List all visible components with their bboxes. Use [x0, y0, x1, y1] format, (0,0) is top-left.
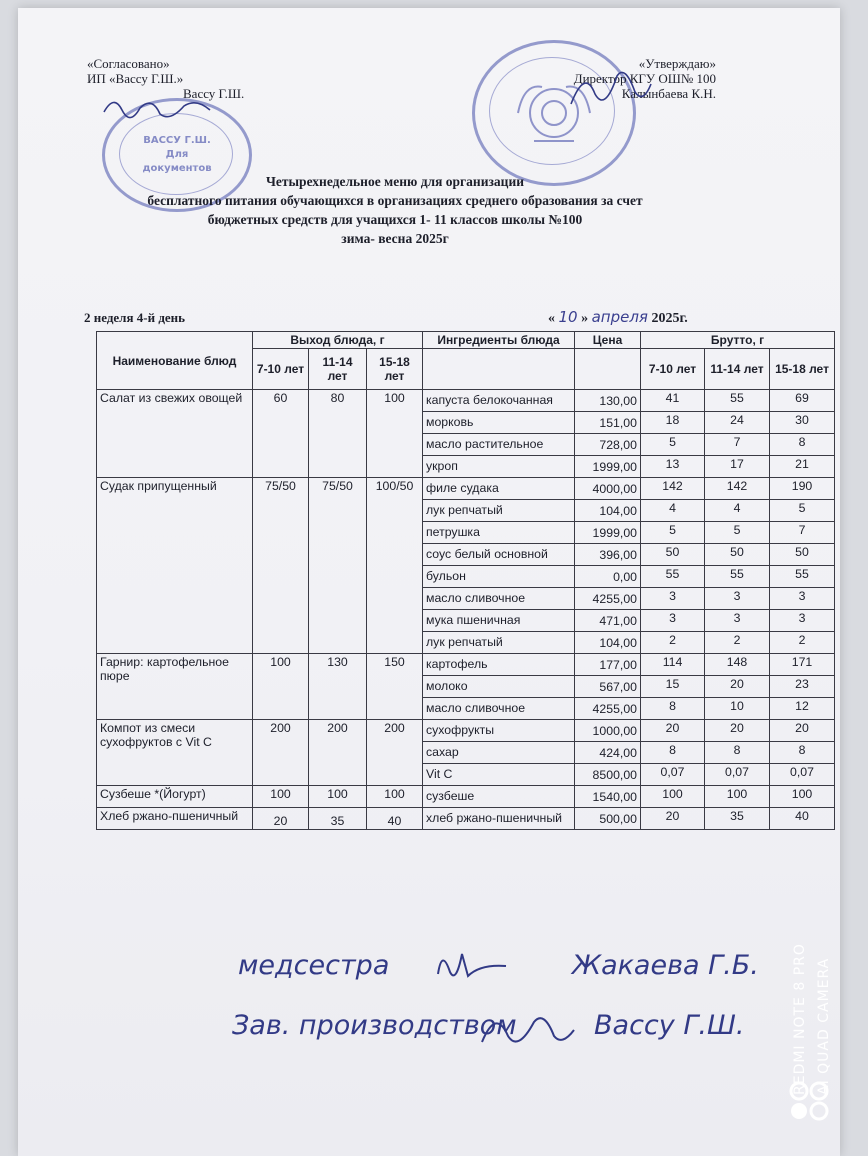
dish-output-age1: 100 — [253, 786, 309, 808]
ingredient-price: 4255,00 — [575, 588, 641, 610]
brutto-age3: 55 — [770, 566, 835, 588]
header-output: Выход блюда, г — [253, 332, 423, 349]
brutto-age3: 8 — [770, 434, 835, 456]
ingredient-price: 130,00 — [575, 390, 641, 412]
brutto-age3: 23 — [770, 676, 835, 698]
brutto-age2: 24 — [705, 412, 770, 434]
ingredient-name: филе судака — [423, 478, 575, 500]
ingredient-name: лук репчатый — [423, 632, 575, 654]
brutto-age2: 3 — [705, 610, 770, 632]
ingredient-price: 500,00 — [575, 808, 641, 830]
table-row — [97, 720, 835, 742]
ingredient-name: бульон — [423, 566, 575, 588]
brutto-age3: 171 — [770, 654, 835, 676]
camera-logo-icon — [788, 1080, 832, 1124]
ingredient-name: молоко — [423, 676, 575, 698]
header-left-line3: Вассу Г.Ш. — [183, 86, 245, 101]
ingredient-name: соус белый основной — [423, 544, 575, 566]
table-row — [97, 390, 835, 412]
brutto-age1: 15 — [641, 676, 705, 698]
header-right-line2: Директор КГУ ОШ№ 100 — [573, 71, 716, 86]
ingredient-name: Vit C — [423, 764, 575, 786]
ingredient-price: 396,00 — [575, 544, 641, 566]
header-dish-name: Наименование блюд — [97, 332, 253, 390]
brutto-age3: 40 — [770, 808, 835, 830]
brutto-age2: 4 — [705, 500, 770, 522]
brutto-age2: 5 — [705, 522, 770, 544]
dish-name: Гарнир: картофельное пюре — [97, 654, 253, 720]
brutto-age3: 50 — [770, 544, 835, 566]
brutto-age1: 4 — [641, 500, 705, 522]
brutto-age3: 3 — [770, 610, 835, 632]
title-line3: бюджетных средств для учащихся 1- 11 классов школы №100 — [207, 212, 583, 227]
brutto-age3: 190 — [770, 478, 835, 500]
brutto-age3: 20 — [770, 720, 835, 742]
brutto-age2: 0,07 — [705, 764, 770, 786]
brutto-age1: 8 — [641, 698, 705, 720]
brutto-age1: 3 — [641, 588, 705, 610]
ingredient-price: 1000,00 — [575, 720, 641, 742]
brutto-age1: 114 — [641, 654, 705, 676]
menu-date — [548, 308, 688, 327]
header-price: Цена — [575, 332, 641, 349]
brutto-age2: 7 — [705, 434, 770, 456]
brutto-age1: 8 — [641, 742, 705, 764]
dish-output-age1: 75/50 — [253, 478, 309, 654]
table-row — [97, 808, 835, 830]
dish-output-age1: 200 — [253, 720, 309, 786]
brutto-age2: 100 — [705, 786, 770, 808]
manager-name-handwriting: Вассу Г.Ш. — [594, 1010, 745, 1041]
menu-table — [96, 331, 835, 830]
brutto-age1: 142 — [641, 478, 705, 500]
dish-name: Салат из свежих овощей — [97, 390, 253, 478]
header-right-line3: Калынбаева К.Н. — [621, 86, 716, 101]
ingredient-price: 104,00 — [575, 632, 641, 654]
document-title — [70, 172, 720, 248]
brutto-age3: 5 — [770, 500, 835, 522]
ingredient-price: 424,00 — [575, 742, 641, 764]
table-row — [97, 478, 835, 500]
brutto-age2: 20 — [705, 720, 770, 742]
ingredient-name: хлеб ржано-пшеничный — [423, 808, 575, 830]
header-left-line2: ИП «Вассу Г.Ш.» — [87, 71, 184, 86]
brutto-age1: 55 — [641, 566, 705, 588]
date-day: 10 — [558, 308, 578, 326]
dish-output-age2: 100 — [309, 786, 367, 808]
brutto-age1: 5 — [641, 434, 705, 456]
brutto-age3: 69 — [770, 390, 835, 412]
dish-output-age3: 100 — [367, 786, 423, 808]
brutto-age3: 2 — [770, 632, 835, 654]
dish-name: Хлеб ржано-пшеничный — [97, 808, 253, 830]
dish-output-age2: 130 — [309, 654, 367, 720]
brutto-age2: 35 — [705, 808, 770, 830]
ingredient-price: 4000,00 — [575, 478, 641, 500]
ingredient-price: 728,00 — [575, 434, 641, 456]
header-price-blank — [575, 349, 641, 390]
date-year: 2025г. — [651, 311, 688, 326]
brutto-age1: 2 — [641, 632, 705, 654]
nurse-name-handwriting: Жакаева Г.Б. — [572, 950, 759, 981]
header-brutto: Брутто, г — [641, 332, 835, 349]
ingredient-name: масло сливочное — [423, 698, 575, 720]
left-signature-scribble — [100, 92, 220, 132]
manager-signature-scribble — [478, 1006, 578, 1056]
brutto-age3: 7 — [770, 522, 835, 544]
ingredient-name: петрушка — [423, 522, 575, 544]
ingredient-price: 471,00 — [575, 610, 641, 632]
dish-output-age3: 100/50 — [367, 478, 423, 654]
left-seal-text: ВАССУ Г.Ш. Для документов — [142, 135, 212, 174]
brutto-age2: 148 — [705, 654, 770, 676]
brutto-age2: 10 — [705, 698, 770, 720]
dish-name: Судак припущенный — [97, 478, 253, 654]
dish-output-age1: 60 — [253, 390, 309, 478]
brutto-age2: 8 — [705, 742, 770, 764]
ingredient-name: масло растительное — [423, 434, 575, 456]
brutto-age2: 55 — [705, 566, 770, 588]
brutto-age2: 50 — [705, 544, 770, 566]
dish-name: Компот из смеси сухофруктов с Vit C — [97, 720, 253, 786]
brutto-age2: 20 — [705, 676, 770, 698]
dish-output-age3: 40 — [367, 808, 423, 830]
header-br-age3: 15-18 лет — [770, 349, 835, 390]
brutto-age1: 100 — [641, 786, 705, 808]
brutto-age2: 3 — [705, 588, 770, 610]
header-out-age2: 11-14 лет — [309, 349, 367, 390]
brutto-age2: 17 — [705, 456, 770, 478]
header-out-age1: 7-10 лет — [253, 349, 309, 390]
brutto-age2: 55 — [705, 390, 770, 412]
dish-output-age3: 200 — [367, 720, 423, 786]
ingredient-name: лук репчатый — [423, 500, 575, 522]
dish-output-age3: 150 — [367, 654, 423, 720]
dish-output-age1: 100 — [253, 654, 309, 720]
brutto-age1: 20 — [641, 720, 705, 742]
brutto-age1: 41 — [641, 390, 705, 412]
header-br-age1: 7-10 лет — [641, 349, 705, 390]
watermark-line2: AI QUAD CAMERA — [816, 957, 832, 1095]
brutto-age2: 2 — [705, 632, 770, 654]
header-right-line1: «Утверждаю» — [638, 56, 716, 71]
watermark-line1: REDMI NOTE 8 PRO — [792, 943, 808, 1095]
dish-output-age2: 35 — [309, 808, 367, 830]
ingredient-name: картофель — [423, 654, 575, 676]
date-open-quote: « — [548, 311, 555, 326]
title-line4: зима- весна 2025г — [341, 231, 449, 246]
ingredient-name: сухофрукты — [423, 720, 575, 742]
dish-output-age2: 200 — [309, 720, 367, 786]
ingredient-price: 1540,00 — [575, 786, 641, 808]
ingredient-name: масло сливочное — [423, 588, 575, 610]
manager-role-handwriting: Зав. производством — [232, 1010, 517, 1041]
ingredient-name: сузбеше — [423, 786, 575, 808]
brutto-age1: 50 — [641, 544, 705, 566]
menu-table-body — [97, 390, 835, 830]
dish-output-age3: 100 — [367, 390, 423, 478]
title-line1: Четырехнедельное меню для организации — [265, 174, 525, 189]
brutto-age1: 3 — [641, 610, 705, 632]
ingredient-name: морковь — [423, 412, 575, 434]
ingredient-price: 0,00 — [575, 566, 641, 588]
ingredient-price: 8500,00 — [575, 764, 641, 786]
title-line2: бесплатного питания обучающихся в организациях среднего образования за счет — [147, 193, 643, 208]
dish-output-age2: 75/50 — [309, 478, 367, 654]
nurse-signature-scribble — [432, 944, 512, 988]
header-out-age3: 15-18 лет — [367, 349, 423, 390]
ingredient-price: 1999,00 — [575, 456, 641, 478]
brutto-age3: 8 — [770, 742, 835, 764]
ingredient-price: 567,00 — [575, 676, 641, 698]
brutto-age2: 142 — [705, 478, 770, 500]
brutto-age3: 21 — [770, 456, 835, 478]
table-row — [97, 786, 835, 808]
ingredient-price: 104,00 — [575, 500, 641, 522]
brutto-age3: 3 — [770, 588, 835, 610]
header-ingredients: Ингредиенты блюда — [423, 332, 575, 349]
table-row — [97, 654, 835, 676]
brutto-age1: 20 — [641, 808, 705, 830]
camera-watermark — [790, 875, 850, 1105]
ingredient-name: укроп — [423, 456, 575, 478]
brutto-age1: 18 — [641, 412, 705, 434]
header-left-line1: «Согласовано» — [87, 56, 170, 71]
brutto-age3: 30 — [770, 412, 835, 434]
date-month: апреля — [591, 308, 648, 326]
week-day-label: 2 неделя 4-й день — [84, 310, 186, 325]
ingredient-price: 1999,00 — [575, 522, 641, 544]
header-ingr-blank — [423, 349, 575, 390]
ingredient-name: сахар — [423, 742, 575, 764]
dish-name: Сузбеше *(Йогурт) — [97, 786, 253, 808]
brutto-age3: 12 — [770, 698, 835, 720]
ingredient-name: мука пшеничная — [423, 610, 575, 632]
ingredient-price: 151,00 — [575, 412, 641, 434]
brutto-age1: 13 — [641, 456, 705, 478]
ingredient-price: 4255,00 — [575, 698, 641, 720]
right-signature-scribble — [565, 64, 655, 114]
dish-output-age1: 20 — [253, 808, 309, 830]
header-br-age2: 11-14 лет — [705, 349, 770, 390]
brutto-age3: 0,07 — [770, 764, 835, 786]
dish-output-age2: 80 — [309, 390, 367, 478]
ingredient-price: 177,00 — [575, 654, 641, 676]
nurse-role-handwriting: медсестра — [238, 950, 390, 981]
brutto-age1: 5 — [641, 522, 705, 544]
brutto-age3: 100 — [770, 786, 835, 808]
brutto-age1: 0,07 — [641, 764, 705, 786]
date-close-quote: » — [581, 311, 589, 326]
ingredient-name: капуста белокочанная — [423, 390, 575, 412]
